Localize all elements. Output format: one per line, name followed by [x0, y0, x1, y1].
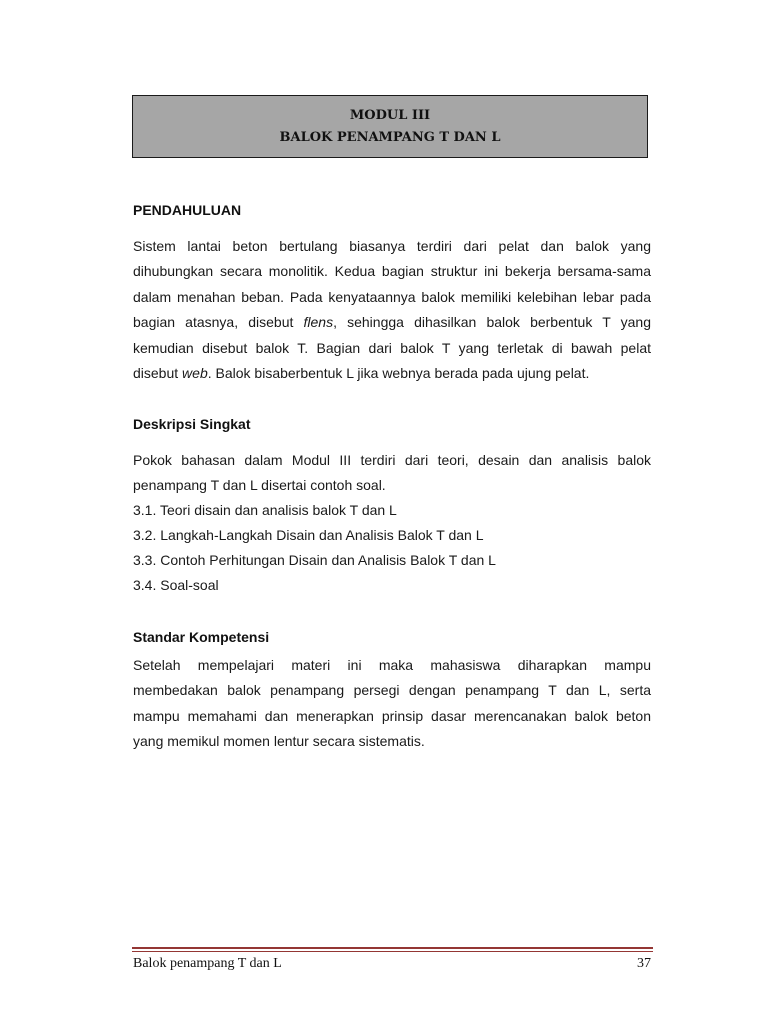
- paragraph-line: Setelah mempelajari materi ini maka mahasiswa diharapkan mampu: [133, 657, 651, 673]
- footer-rule: [132, 947, 653, 949]
- heading-pendahuluan: PENDAHULUAN: [133, 202, 242, 218]
- paragraph-line: [133, 361, 651, 386]
- footer-chapter-title: Balok penampang T dan L: [133, 956, 282, 971]
- page-number: 37: [637, 956, 651, 971]
- italic-term-web: web: [182, 365, 208, 382]
- text-segment: bagian atasnya, disebut: [133, 314, 304, 331]
- list-item: 3.1. Teori disain dan analisis balok T dan L: [133, 502, 397, 518]
- paragraph-line: mampu memahami dan menerapkan prinsip dasar merencanakan balok beton: [133, 707, 651, 724]
- list-item: 3.4. Soal-soal: [133, 577, 219, 593]
- paragraph-line: dalam menahan beban. Pada kenyataannya balok memiliki kelebihan lebar pada: [133, 288, 651, 305]
- topic-list: [133, 498, 496, 598]
- paragraph-pendahuluan: [133, 234, 651, 386]
- paragraph-standar: [133, 653, 651, 755]
- heading-deskripsi-singkat: Deskripsi Singkat: [133, 416, 251, 432]
- module-title: BALOK PENAMPANG T DAN L: [279, 130, 501, 145]
- paragraph-line: yang memikul momen lentur secara sistematis.: [133, 733, 425, 750]
- paragraph-deskripsi: [133, 448, 651, 499]
- text-segment: . Balok bisaberbentuk L jika webnya berada pada ujung pelat.: [207, 365, 590, 382]
- paragraph-line: Sistem lantai beton bertulang biasanya terdiri dari pelat dan balok yang: [133, 238, 651, 254]
- module-title-box: [132, 95, 648, 158]
- module-number: MODUL III: [349, 108, 431, 123]
- text-segment: , sehingga dihasilkan balok berbentuk T yang: [333, 314, 651, 331]
- paragraph-line: Pokok bahasan dalam Modul III terdiri dari teori, desain dan analisis balok: [133, 452, 651, 468]
- paragraph-line: membedakan balok penampang persegi dengan penampang T dan L, serta: [133, 682, 651, 699]
- text-segment: disebut: [133, 365, 183, 382]
- list-item: 3.3. Contoh Perhitungan Disain dan Analisis Balok T dan L: [133, 552, 496, 568]
- italic-term-flens: flens: [303, 314, 334, 331]
- paragraph-line: penampang T dan L disertai contoh soal.: [133, 477, 386, 494]
- list-item: 3.2. Langkah-Langkah Disain dan Analisis Balok T dan L: [133, 527, 484, 543]
- heading-standar-kompetensi: Standar Kompetensi: [133, 629, 270, 645]
- paragraph-line: [133, 310, 651, 335]
- paragraph-line: kemudian disebut balok T. Bagian dari balok T yang terletak di bawah pelat: [133, 339, 651, 356]
- paragraph-line: dihubungkan secara monolitik. Kedua bagian struktur ini bekerja bersama-sama: [133, 263, 651, 280]
- footer-rule-thin: [132, 951, 653, 952]
